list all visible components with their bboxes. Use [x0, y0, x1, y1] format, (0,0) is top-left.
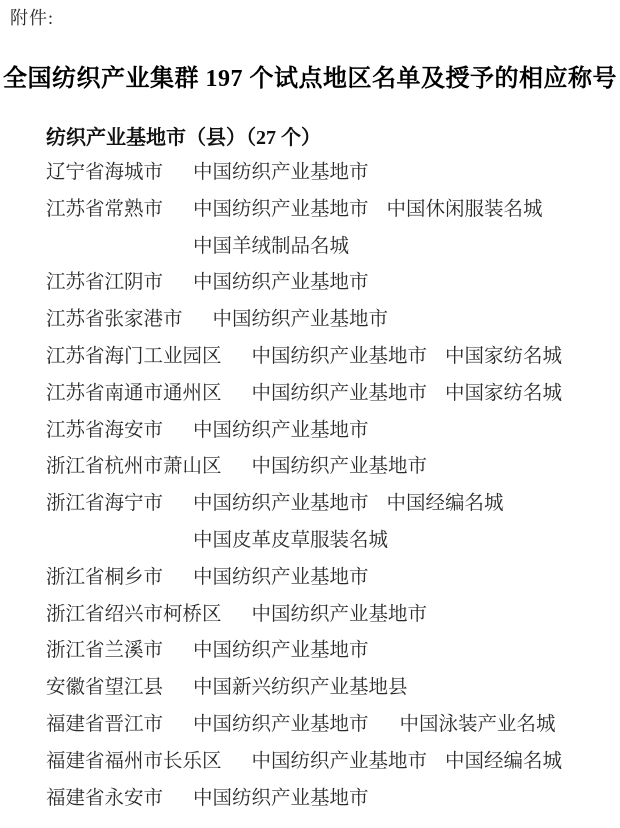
awarded-title: 中国新兴纺织产业基地县 [193, 677, 408, 699]
region-name: 江苏省常熟市 [46, 198, 164, 220]
entry-row [46, 781, 620, 818]
region-name: 浙江省兰溪市 [46, 640, 164, 662]
title-line [252, 449, 428, 486]
awarded-title: 中国纺织产业基地市 [193, 713, 369, 735]
awarded-titles [252, 339, 563, 376]
entry-row [46, 302, 620, 339]
region-name: 江苏省海安市 [46, 419, 164, 441]
awarded-titles [193, 155, 369, 192]
awarded-title: 中国纺织产业基地市 [193, 566, 369, 588]
title-line [193, 413, 369, 450]
awarded-titles [252, 597, 428, 634]
region-name: 福建省永安市 [46, 787, 164, 809]
entry-row [46, 339, 620, 376]
region-name: 江苏省江阴市 [46, 272, 164, 294]
region-name: 安徽省望江县 [46, 677, 164, 699]
doc-title: 全国纺织产业集群 197 个试点地区名单及授予的相应称号 [3, 66, 617, 92]
awarded-title: 中国经编名城 [445, 750, 563, 772]
awarded-titles [252, 744, 563, 781]
awarded-title: 中国纺织产业基地市 [251, 345, 428, 367]
awarded-title: 中国纺织产业基地市 [251, 382, 428, 404]
title-line [193, 229, 543, 266]
entry-row [46, 633, 620, 670]
awarded-title: 中国羊绒制品名城 [193, 235, 350, 257]
title-line [252, 376, 563, 413]
title-line [252, 744, 563, 781]
attachment-label: 附件: [10, 8, 55, 28]
title-line [193, 633, 369, 670]
title-line [193, 670, 408, 707]
region-name: 江苏省张家港市 [46, 309, 183, 331]
title-line [252, 339, 563, 376]
region-name: 福建省晋江市 [46, 713, 164, 735]
section-header: 纺织产业基地市（县）（27 个） [46, 127, 321, 149]
entry-row [46, 413, 620, 450]
awarded-title: 中国纺织产业基地市 [193, 493, 369, 515]
entry-row [46, 486, 620, 560]
awarded-title: 中国纺织产业基地市 [193, 162, 369, 183]
awarded-title: 中国皮革皮草服装名城 [193, 529, 389, 551]
awarded-titles [193, 633, 369, 670]
region-name: 浙江省杭州市萧山区 [46, 456, 222, 478]
awarded-title: 中国纺织产业基地市 [212, 309, 389, 331]
awarded-title: 中国纺织产业基地市 [251, 456, 428, 478]
region-name: 浙江省海宁市 [46, 493, 164, 515]
title-line [252, 597, 428, 634]
awarded-title: 中国家纺名城 [445, 345, 563, 367]
entry-row [46, 376, 620, 413]
title-line [193, 155, 369, 192]
title-line [193, 486, 504, 523]
title-line [193, 265, 369, 302]
region-name: 浙江省桐乡市 [46, 566, 164, 588]
region-name: 辽宁省海城市 [46, 162, 164, 183]
awarded-titles [252, 376, 563, 413]
awarded-title: 中国纺织产业基地市 [193, 272, 369, 294]
entry-row [46, 707, 620, 744]
awarded-titles [193, 486, 504, 560]
title-line [213, 302, 389, 339]
awarded-titles [252, 449, 428, 486]
awarded-titles [193, 413, 369, 450]
entry-row [46, 670, 620, 707]
awarded-title: 中国纺织产业基地市 [251, 750, 428, 772]
entry-row [46, 449, 620, 486]
awarded-titles [193, 192, 543, 266]
awarded-titles [193, 265, 369, 302]
region-name: 江苏省南通市通州区 [46, 382, 222, 404]
awarded-title: 中国纺织产业基地市 [251, 603, 428, 625]
entry-row [46, 192, 620, 266]
awarded-title: 中国泳装产业名城 [399, 713, 556, 735]
title-line [193, 781, 369, 818]
title-line [193, 707, 556, 744]
awarded-title: 中国纺织产业基地市 [193, 787, 369, 809]
awarded-title: 中国纺织产业基地市 [193, 419, 369, 441]
title-line [193, 523, 504, 560]
awarded-titles [193, 670, 408, 707]
awarded-title: 中国家纺名城 [445, 382, 563, 404]
entry-row [46, 597, 620, 634]
awarded-titles [193, 781, 369, 818]
awarded-titles [193, 560, 369, 597]
entry-row [46, 155, 620, 192]
awarded-title: 中国纺织产业基地市 [193, 640, 369, 662]
region-name: 江苏省海门工业园区 [46, 345, 222, 367]
title-line [193, 560, 369, 597]
awarded-title: 中国纺织产业基地市 [193, 198, 369, 220]
entry-row [46, 744, 620, 781]
region-name: 浙江省绍兴市柯桥区 [46, 603, 222, 625]
region-name: 福建省福州市长乐区 [46, 750, 222, 772]
title-line [193, 192, 543, 229]
entry-list [46, 155, 620, 817]
awarded-titles [213, 302, 389, 339]
awarded-title: 中国经编名城 [386, 493, 504, 515]
awarded-titles [193, 707, 556, 744]
awarded-title: 中国休闲服装名城 [386, 198, 543, 220]
entry-row [46, 265, 620, 302]
entry-row [46, 560, 620, 597]
